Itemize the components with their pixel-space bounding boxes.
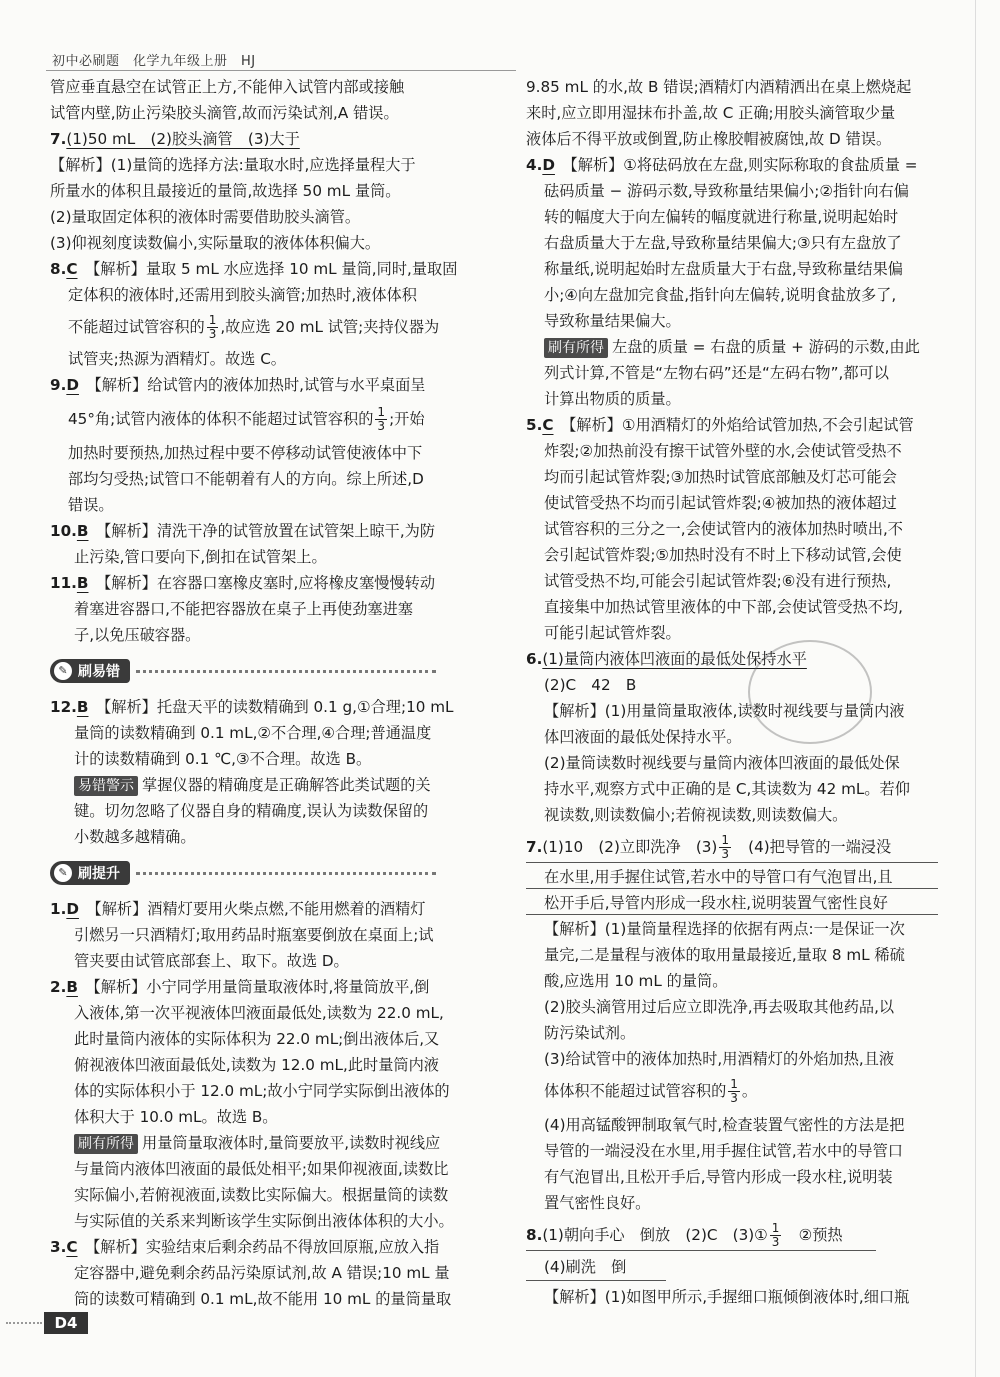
text-line: 导致称量结果偏大。 <box>544 312 681 330</box>
text-line: 可能引起试管炸裂。 <box>544 624 681 642</box>
answer: (2)C 42 B <box>544 676 637 694</box>
answer: 松开手后,导管内形成一段水柱,说明装置气密性良好 <box>544 894 888 912</box>
fraction: $\frac{1}{3}$ <box>730 1077 738 1105</box>
page-edge <box>975 0 976 1377</box>
text-line: (3)仰视刻度读数偏小,实际量取的液体体积偏大。 <box>50 234 381 252</box>
text-line: 来时,应立即用湿抹布扑盖,故 C 正确;用胶头滴管取少量 <box>526 104 896 122</box>
text-line: 右盘质量大于左盘,导致称量结果偏大;③只有左盘放了 <box>544 234 902 252</box>
answer: (4)刷洗 倒 <box>544 1258 627 1276</box>
fraction: $\frac{1}{3}$ <box>208 313 217 341</box>
explanation: 【解析】小宁同学用量筒量取液体时,将量筒放平,倒 <box>93 978 430 996</box>
text-line: 直接集中加热试管里液体的中下部,会使试管受热不均, <box>544 598 903 616</box>
text-line: 体体积不能超过试管容积的 $\frac{1}{3}$ 。 <box>544 1077 758 1105</box>
question-9 <box>50 372 426 398</box>
answer: D <box>66 376 79 394</box>
text-line: 试管受热不均,可能会引起试管炸裂;⑥没有进行预热, <box>544 572 892 590</box>
text-line: 试管内壁,防止污染胶头滴管,故而污染试剂,A 错误。 <box>50 104 399 122</box>
question-12 <box>50 694 454 720</box>
text-line: 计的读数精确到 0.1 ℃,③不合理。故选 B。 <box>74 750 372 768</box>
text-line: 防污染试剂。 <box>544 1024 636 1042</box>
answer: D <box>66 900 79 918</box>
text-line: 筒的读数可精确到 0.1 mL,故不能用 10 mL 的量筒量取 <box>74 1290 452 1308</box>
text-line: 45°角;试管内液体的体积不能超过试管容积的 $\frac{1}{3}$ ;开始 <box>68 405 425 433</box>
explanation: 【解析】在容器口塞橡皮塞时,应将橡皮塞慢慢转动 <box>103 574 436 592</box>
question-number: 9. <box>50 376 67 394</box>
question-number: 6. <box>526 650 543 668</box>
text-line: 不能超过试管容积的 $\frac{1}{3}$ ,故应选 20 mL 试管;夹持仪器为 <box>68 313 440 341</box>
explanation: 【解析】量取 5 mL 水应选择 10 mL 量筒,同时,量取固 <box>92 260 458 278</box>
text-line: 止污染,管口要向下,倒扣在试管架上。 <box>74 548 327 566</box>
text-line: 键。切勿忽略了仪器自身的精确度,误认为读数保留的 <box>74 802 429 820</box>
footer-dots <box>6 1322 42 1324</box>
fraction: $\frac{1}{3}$ <box>771 1221 780 1249</box>
explanation: 【解析】清洗干净的试管放置在试管架上晾干,为防 <box>103 522 436 540</box>
text-line: 定容器中,避免剩余药品污染原试剂,故 A 错误;10 mL 量 <box>74 1264 450 1282</box>
answer: C <box>66 260 78 278</box>
question-7 <box>50 126 300 152</box>
text-line: 定体积的液体时,还需用到胶头滴管;加热时,液体体积 <box>68 286 417 304</box>
text-line: 列式计算,不管是“左物右码”还是“左码右物”,都可以 <box>544 364 889 382</box>
text-line: 着塞进容器口,不能把容器放在桌子上再使劲塞进塞 <box>74 600 413 618</box>
answer: (1)量筒内液体凹液面的最低处保持水平 <box>542 650 807 668</box>
text-line: 导管的一端浸没在水里,用手握住试管,若水中的导管口 <box>544 1142 903 1160</box>
text-line: 有气泡冒出,且松开手后,导管内形成一段水柱,说明装 <box>544 1168 893 1186</box>
question-number: 1. <box>50 900 67 918</box>
text-line: 部均匀受热;试管口不能朝着有人的方向。综上所述,D <box>68 470 424 488</box>
text-line: (2)胶头滴管用过后应立即洗净,再去吸取其他药品,以 <box>544 998 895 1016</box>
question-5 <box>526 412 914 438</box>
text-line: 9.85 mL 的水,故 B 错误;酒精灯内酒精洒出在桌上燃烧起 <box>526 78 912 96</box>
question-2 <box>50 974 429 1000</box>
text-line: 【解析】(1)如图甲所示,手握细口瓶倾倒液体时,细口瓶 <box>544 1288 910 1306</box>
section-heading: ✎ 刷提升 <box>50 860 436 886</box>
gain-tag: 刷有所得 <box>544 338 608 358</box>
text-line: 子,以免压破容器。 <box>74 626 201 644</box>
question-number: 5. <box>526 416 543 434</box>
gain-note: 刷有所得 左盘的质量 = 右盘的质量 + 游码的示数,由此 <box>544 334 920 360</box>
answer-rule <box>526 914 938 915</box>
question-3 <box>50 1234 439 1260</box>
answer: C <box>542 416 554 434</box>
answer: C <box>66 1238 78 1256</box>
text-line: 入液体,第一次平视液体凹液面最低处,读数为 22.0 mL, <box>74 1004 444 1022</box>
answer: D <box>542 156 555 174</box>
text-line: (3)给试管中的液体加热时,用酒精灯的外焰加热,且液 <box>544 1050 895 1068</box>
text-line: 所量水的体积且最接近的量筒,故选择 50 mL 量筒。 <box>50 182 401 200</box>
text-line: 引燃另一只酒精灯;取用药品时瓶塞要倒放在桌面上;试 <box>74 926 434 944</box>
question-number: 8. <box>526 1226 543 1244</box>
text-line: 称量纸,说明起始时左盘质量大于右盘,导致称量结果偏 <box>544 260 903 278</box>
question-number: 12. <box>50 698 77 716</box>
text-line: 体积大于 10.0 mL。故选 B。 <box>74 1108 278 1126</box>
question-7-right: 7.(1)10 (2)立即洗净 (3) $\frac{1}{3}$ (4)把导管的一端浸没 <box>526 833 892 861</box>
text-line: 量筒的读数精确到 0.1 mL,②不合理,④合理;普通温度 <box>74 724 432 742</box>
text-line: 酸,应选用 10 mL 的量筒。 <box>544 972 728 990</box>
answer-rule <box>526 1280 666 1281</box>
text-line: 加热时要预热,加热过程中要不停移动试管使液体中下 <box>68 444 423 462</box>
text-line: 持水平,观察方式中正确的是 C,其读数为 42 mL。若仰 <box>544 780 910 798</box>
question-4 <box>526 152 917 178</box>
text-line: 实际偏小,若俯视液面,读数比实际偏大。根据量筒的读数 <box>74 1186 449 1204</box>
text-line: 【解析】(1)量筒的选择方法:量取水时,应选择量程大于 <box>50 156 416 174</box>
text-line: (4)用高锰酸钾制取氧气时,检查装置气密性的方法是把 <box>544 1116 905 1134</box>
question-8 <box>50 256 457 282</box>
warning-tag: 易错警示 <box>74 776 138 796</box>
text-line: 量完,二是量程与液体的取用量最接近,量取 8 mL 稀硫 <box>544 946 905 964</box>
text-line: 均而引起试管炸裂;③加热时试管底部触及灯芯可能会 <box>544 468 897 486</box>
text-line: 置气密性良好。 <box>544 1194 651 1212</box>
pencil-icon: ✎ <box>54 662 72 680</box>
answer: B <box>76 698 89 716</box>
explanation: 【解析】①用酒精灯的外焰给试管加热,不会引起试管 <box>568 416 914 434</box>
answer-rule <box>526 888 938 889</box>
answer: B <box>76 522 89 540</box>
question-number: 2. <box>50 978 67 996</box>
pencil-icon: ✎ <box>54 864 72 882</box>
question-number: 8. <box>50 260 67 278</box>
answer: B <box>76 574 89 592</box>
explanation: 【解析】①将砝码放在左盘,则实际称取的食盐质量 = <box>570 156 918 174</box>
text-line: 转的幅度大于向左偏转的幅度就进行称量,说明起始时 <box>544 208 899 226</box>
text-line: 体凹液面的最低处保持水平。 <box>544 728 742 746</box>
stamp-mark <box>748 640 872 744</box>
text-line: 砝码质量 − 游码示数,导致称量结果偏小;②指针向右偏 <box>544 182 909 200</box>
warning-note: 易错警示 掌握仪器的精确度是正确解答此类试题的关 <box>74 772 431 798</box>
answer: (1)50 mL (2)胶头滴管 (3)大于 <box>66 130 300 148</box>
page-header: 初中必刷题 化学九年级上册 HJ <box>52 54 256 69</box>
text-line: 管夹要由试管底部套上、取下。故选 D。 <box>74 952 349 970</box>
text-line: 会引起试管炸裂;⑤加热时没有不时上下移动试管,会使 <box>544 546 902 564</box>
section-heading: ✎ 刷易错 <box>50 658 436 684</box>
question-1 <box>50 896 426 922</box>
text-line: (2)量筒读数时视线要与量筒内液体凹液面的最低处保 <box>544 754 900 772</box>
explanation: 【解析】酒精灯要用火柴点燃,不能用燃着的酒精灯 <box>94 900 426 918</box>
gain-note: 刷有所得 用量筒量取液体时,量筒要放平,读数时视线应 <box>74 1130 440 1156</box>
answer-rule <box>526 862 938 863</box>
question-number: 10. <box>50 522 77 540</box>
question-8-right: 8.(1)朝向手心 倒放 (2)C (3)① $\frac{1}{3}$ ②预热 <box>526 1221 843 1249</box>
text-line: 管应垂直悬空在试管正上方,不能伸入试管内部或接触 <box>50 78 405 96</box>
question-number: 11. <box>50 574 77 592</box>
explanation: 【解析】实验结束后剩余药品不得放回原瓶,应放入指 <box>92 1238 440 1256</box>
text-line: 计算出物质的质量。 <box>544 390 681 408</box>
text-line: 错误。 <box>68 496 114 514</box>
text-line: 与量筒内液体凹液面的最低处相平;如果仰视液面,读数比 <box>74 1160 449 1178</box>
fraction: $\frac{1}{3}$ <box>377 405 386 433</box>
answer-rule <box>526 1250 876 1251</box>
text-line: 炸裂;②加热前没有擦干试管外壁的水,会使试管受热不 <box>544 442 902 460</box>
text-line: 此时量筒内液体的实际体积为 22.0 mL;倒出液体后,又 <box>74 1030 440 1048</box>
text-line: 【解析】(1)用量筒量取液体,读数时视线要与量筒内液 <box>544 702 905 720</box>
question-number: 7. <box>50 130 67 148</box>
page-number: D4 <box>44 1312 88 1334</box>
text-line: 试管夹;热源为酒精灯。故选 C。 <box>68 350 286 368</box>
question-number: 3. <box>50 1238 67 1256</box>
text-line: 使试管受热不均而引起试管炸裂;④被加热的液体超过 <box>544 494 897 512</box>
text-line: 俯视液体凹液面最低处,读数为 12.0 mL,此时量筒内液 <box>74 1056 439 1074</box>
explanation: 【解析】给试管内的液体加热时,试管与水平桌面呈 <box>94 376 426 394</box>
text-line: (2)量取固定体积的液体时需要借助胶头滴管。 <box>50 208 361 226</box>
explanation: 【解析】托盘天平的读数精确到 0.1 g,①合理;10 mL <box>103 698 454 716</box>
text-line: 与实际值的关系来判断该学生实际倒出液体体积的大小。 <box>74 1212 454 1230</box>
question-number: 7. <box>526 838 543 856</box>
answer: 在水里,用手握住试管,若水中的导管口有气泡冒出,且 <box>544 868 893 886</box>
header-divider <box>46 70 516 71</box>
text-line: 【解析】(1)量筒量程选择的依据有两点:一是保证一次 <box>544 920 905 938</box>
fraction: $\frac{1}{3}$ <box>721 833 729 861</box>
gain-tag: 刷有所得 <box>74 1134 138 1154</box>
question-11 <box>50 570 435 596</box>
question-10 <box>50 518 435 544</box>
answer: B <box>66 978 78 996</box>
text-line: 视读数,则读数偏小;若俯视读数,则读数偏大。 <box>544 806 848 824</box>
text-line: 试管容积的三分之一,会使试管内的液体加热时喷出,不 <box>544 520 903 538</box>
text-line: 液体后不得平放或倒置,防止橡胶帽被腐蚀,故 D 错误。 <box>526 130 892 148</box>
question-number: 4. <box>526 156 543 174</box>
text-line: 小;④向左盘加完食盐,指针向左偏转,说明食盐放多了, <box>544 286 897 304</box>
text-line: 小数越多越精确。 <box>74 828 196 846</box>
text-line: 体的实际体积小于 12.0 mL;故小宁同学实际倒出液体的 <box>74 1082 450 1100</box>
